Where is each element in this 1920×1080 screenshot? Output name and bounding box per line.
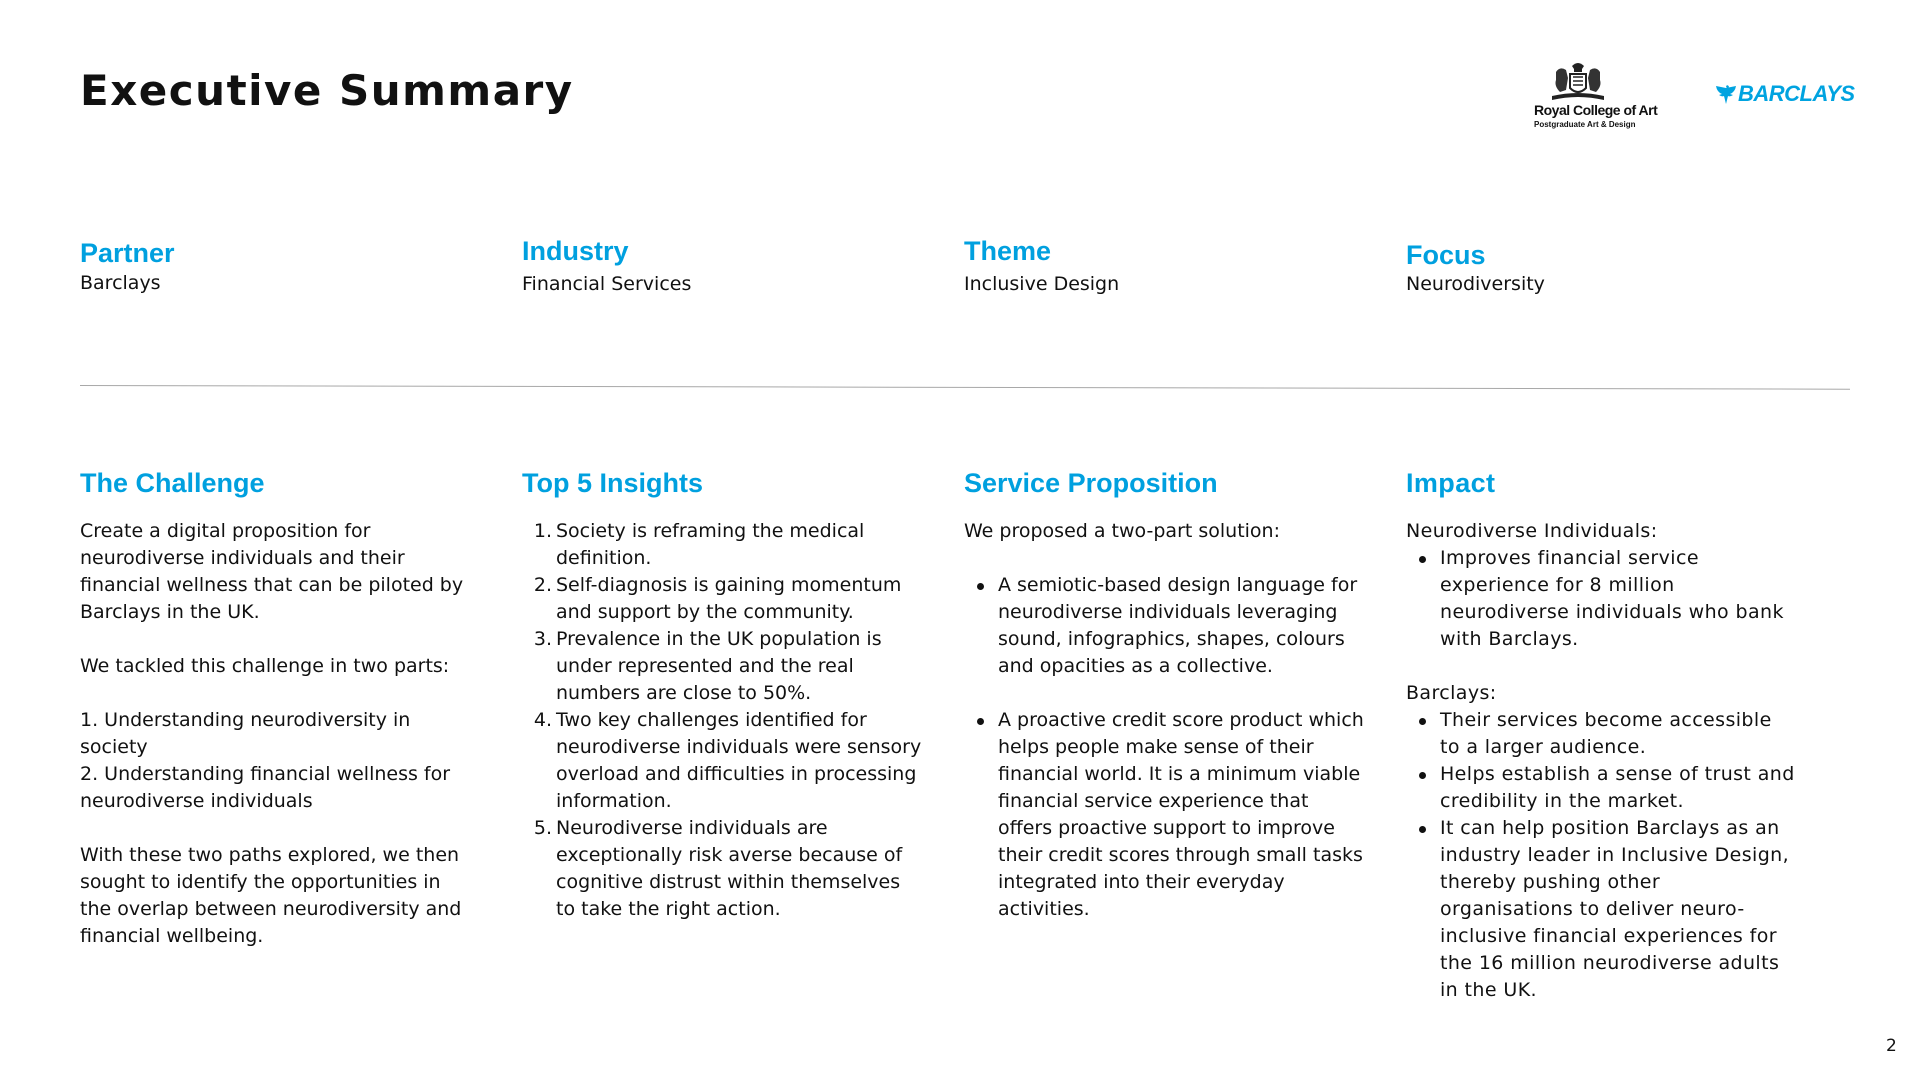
meta-theme <box>964 238 1364 295</box>
list-item: Their services become accessible to a larger audience. <box>1406 707 1796 761</box>
insights-list <box>522 518 922 923</box>
list-item: 1. Society is reframing the medical definition. <box>533 520 865 569</box>
challenge-paragraph: Create a digital proposition for neurodiverse individuals and their financial wellness that can be piloted by Barclays in the UK. <box>80 520 464 623</box>
challenge-part: 2. Understanding financial wellness for neurodiverse individuals <box>80 763 451 812</box>
section-heading: The Challenge <box>80 468 265 498</box>
meta-value: Inclusive Design <box>964 273 1120 295</box>
list-item: It can help position Barclays as an industry leader in Inclusive Design, thereby pushing other organisations to deliver neuro-inclusive financial experiences for the 16 million neurodiverse adults in the UK. <box>1406 815 1796 1004</box>
list-item: 2. Self-diagnosis is gaining momentum and support by the community. <box>533 574 902 623</box>
list-item: A proactive credit score product which helps people make sense of their financial world. It is a minimum viable financial service experience that offers proactive support to improve their credit scores through small tasks integrated into their everyday activities. <box>964 707 1364 923</box>
section-heading: Service Proposition <box>964 468 1218 498</box>
meta-label: Theme <box>964 236 1052 266</box>
challenge-section <box>80 466 480 950</box>
meta-value: Barclays <box>80 272 161 294</box>
challenge-part: 1. Understanding neurodiversity in society <box>80 709 411 758</box>
impact-list <box>1406 545 1796 653</box>
rca-logo <box>1532 58 1672 134</box>
section-divider <box>80 385 1850 390</box>
barclays-wordmark: BARCLAYS <box>1738 81 1855 106</box>
meta-label: Industry <box>522 236 629 266</box>
page-title: Executive Summary <box>80 66 574 115</box>
meta-value: Financial Services <box>522 273 692 295</box>
meta-label: Partner <box>80 238 175 268</box>
meta-focus <box>1406 238 1806 295</box>
list-item: 3. Prevalence in the UK population is under represented and the real numbers are close to 50%. <box>533 628 882 704</box>
list-item: A semiotic-based design language for neurodiverse individuals leveraging sound, infographics, shapes, colours and opacities as a collective. <box>964 572 1364 680</box>
insights-section <box>522 466 922 923</box>
meta-partner <box>80 238 480 294</box>
section-heading: Impact <box>1406 468 1496 498</box>
coat-of-arms-icon <box>1546 60 1610 104</box>
barclays-logo <box>1710 80 1855 110</box>
challenge-paragraph: We tackled this challenge in two parts: <box>80 655 450 677</box>
challenge-paragraph: With these two paths explored, we then sought to identify the opportunities in the overlap between neurodiversity and financial wellbeing. <box>80 844 462 947</box>
meta-industry <box>522 238 922 295</box>
meta-value: Neurodiversity <box>1406 273 1545 295</box>
section-heading: Top 5 Insights <box>522 468 703 498</box>
rca-wordmark: Royal College of Art <box>1534 102 1658 118</box>
list-item: 5. Neurodiverse individuals are exceptionally risk averse because of cognitive distrust within themselves to take the right action. <box>533 817 903 920</box>
proposition-intro: We proposed a two-part solution: <box>964 520 1281 542</box>
impact-group-label: Barclays: <box>1406 682 1497 704</box>
list-item: Helps establish a sense of trust and credibility in the market. <box>1406 761 1796 815</box>
impact-list <box>1406 707 1796 1004</box>
rca-subtitle: Postgraduate Art & Design <box>1534 120 1636 129</box>
page-number: 2 <box>1886 1036 1897 1056</box>
impact-section <box>1406 466 1796 1004</box>
list-item: 4. Two key challenges identified for neurodiverse individuals were sensory overload and difficulties in processing information. <box>533 709 922 812</box>
list-item: Improves financial service experience for 8 million neurodiverse individuals who bank with Barclays. <box>1406 545 1796 653</box>
impact-group-label: Neurodiverse Individuals: <box>1406 520 1658 542</box>
proposition-list <box>964 572 1364 680</box>
eagle-icon <box>1714 82 1738 106</box>
meta-label: Focus <box>1406 240 1486 270</box>
proposition-list <box>964 707 1364 923</box>
proposition-section <box>964 466 1364 923</box>
